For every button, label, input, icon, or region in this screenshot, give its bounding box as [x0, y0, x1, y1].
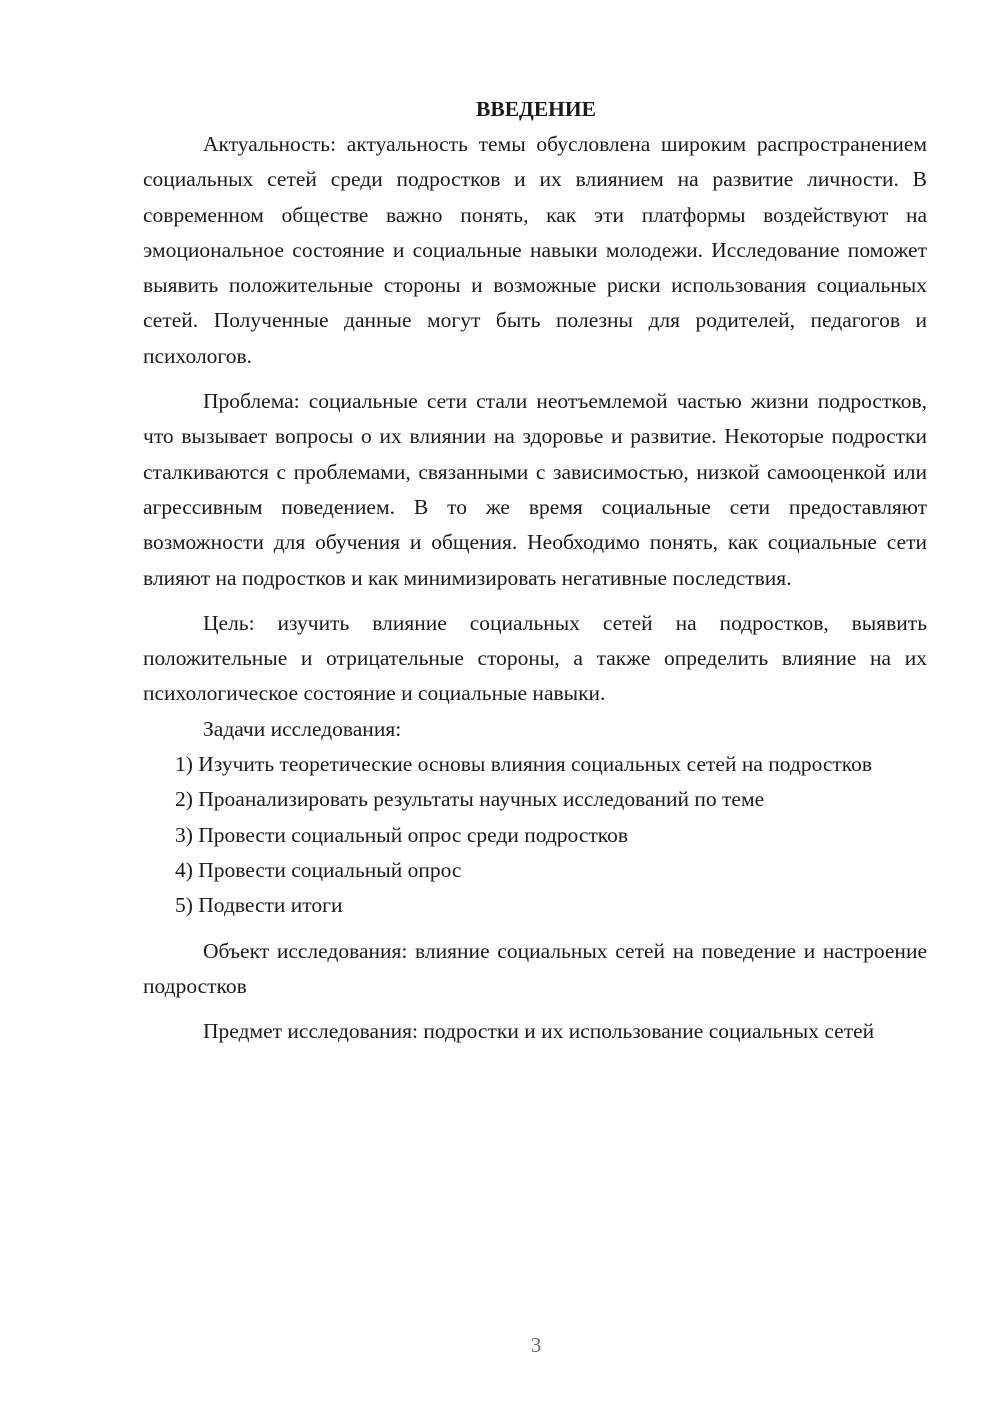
- subject-paragraph: Предмет исследования: подростки и их использование социальных сетей: [203, 1019, 875, 1044]
- relevance-paragraph: Актуальность: актуальность темы обусловлена широким распространением социальных сетей среди подростков и их влиянием на развитие личности. В современном обществе важно понять, как эти платформы воздействуют на эмоциональное состояние и социальные навыки молодежи. Исследование поможет выявить положительные стороны и возможные риски использования социальных сетей. Полученные данные могут быть полезны для родителей, педагогов и психологов.: [143, 132, 927, 368]
- list-item: 2) Проанализировать результаты научных исследований по теме: [175, 787, 765, 812]
- tasks-list: [143, 747, 927, 923]
- document-page: [143, 92, 927, 1049]
- page-title: ВВЕДЕНИЕ: [476, 97, 596, 121]
- page-number: 3: [530, 1333, 542, 1357]
- object-paragraph: Объект исследования: влияние социальных сетей на поведение и настроение подростков: [143, 938, 927, 998]
- list-item: 3) Провести социальный опрос среди подростков: [175, 822, 629, 847]
- problem-paragraph: Проблема: социальные сети стали неотъемлемой частью жизни подростков, что вызывает вопросы о их влиянии на здоровье и развитие. Некоторые подростки сталкиваются с проблемами, связанными с зависимостью, низкой самооценкой или агрессивным поведением. В то же время социальные сети предоставляют возможности для обучения и общения. Необходимо понять, как социальные сети влияют на подростков и как минимизировать негативные последствия.: [143, 389, 927, 590]
- list-item: 4) Провести социальный опрос: [175, 857, 462, 882]
- list-item: 1) Изучить теоретические основы влияния социальных сетей на подростков: [175, 752, 873, 777]
- tasks-heading: Задачи исследования:: [203, 716, 402, 741]
- list-item: 5) Подвести итоги: [175, 893, 343, 918]
- goal-paragraph: Цель: изучить влияние социальных сетей на подростков, выявить положительные и отрицательные стороны, а также определить влияние на их психологическое состояние и социальные навыки.: [143, 610, 927, 706]
